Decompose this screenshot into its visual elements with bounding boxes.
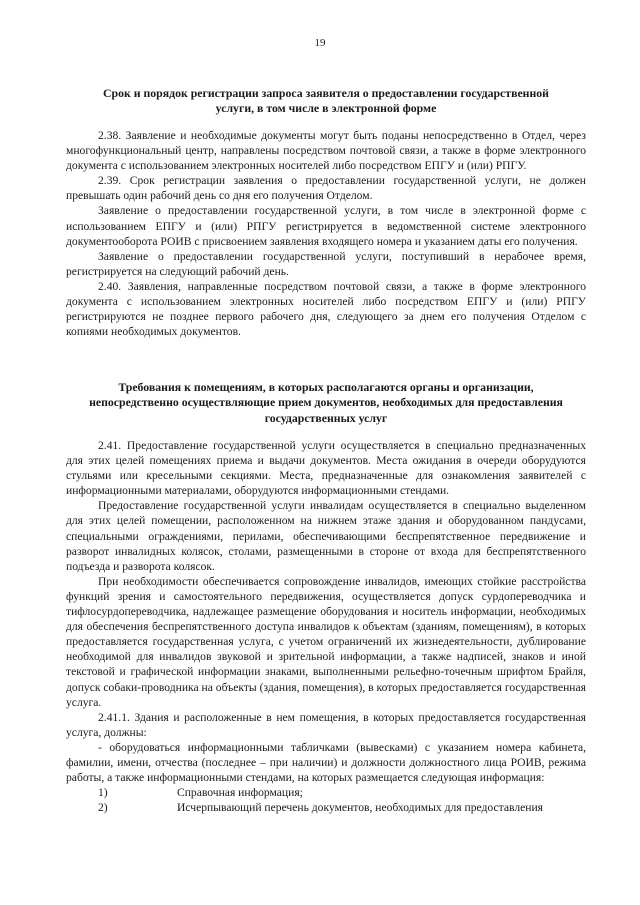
section-heading-registration: [66, 86, 586, 117]
list-item-text: Исчерпывающий перечень документов, необходимых для предоставления: [177, 801, 544, 815]
paragraph-non-working-time: Заявление о предоставлении государственной услуги, поступивший в нерабочее время, регистрируется на следующий рабочий день.: [66, 249, 586, 278]
paragraph-2-41-1: 2.41.1. Здания и расположенные в нем помещения, в которых предоставляется государственная услуга, должны:: [66, 710, 586, 739]
paragraph-accompaniment: При необходимости обеспечивается сопровождение инвалидов, имеющих стойкие расстройства функций зрения и самостоятельного передвижения, осуществляется допуск сурдопереводчика и тифлосурдопереводчика, надлежащее размещение оборудования и носитель информации, необходимых для обеспечения беспрепятственного доступа инвалидов к объектам (зданиям, помещениям), в которых предоставляется государственная услуга, с учетом ограничений их жизнедеятельности, дублирование необходимой для инвалидов звуковой и зрительной информации, а также надписей, знаков и иной текстовой и графической информации знаками, выполненными рельефно-точечным шрифтом Брайля, допуск собаки-проводника на объекты (здания, помещения), в которых предоставляется государственная услуга.: [66, 574, 586, 709]
paragraph-2-40: 2.40. Заявления, направленные посредством почтовой связи, а также в форме электронного документа с использованием электронных носителей либо посредством ЕПГУ и (или) РПГУ регистрируются не позднее первого рабочего дня, следующего за днем его получения Отделом с копиями необходимых документов.: [66, 279, 586, 339]
list-item-text: Справочная информация;: [177, 786, 303, 800]
heading-line: непосредственно осуществляющие прием документов, необходимых для предоставления: [89, 395, 563, 410]
paragraph-electronic-registration: Заявление о предоставлении государственной услуги, в том числе в электронной форме с использованием ЕПГУ и (или) РПГУ регистрируется в ведомственной системе электронного документооборота РОИВ с присвоением заявления входящего номера и указанием даты его получения.: [66, 204, 586, 248]
list-item: [66, 785, 586, 800]
paragraph-2-38: 2.38. Заявление и необходимые документы могут быть поданы непосредственно в Отдел, через многофункциональный центр, направлены посредством почтовой связи, а также в форме электронного документа с использованием электронных носителей либо посредством ЕПГУ и (или) РПГУ.: [66, 129, 586, 173]
paragraph-disabled-access: Предоставление государственной услуги инвалидам осуществляется в специально выделенном для этих целей помещении, расположенном на нижнем этаже здания и оборудованном пандусами, специальными ограждениями, перилами, обеспечивающими беспрепятственное передвижение и разворот инвалидных колясок, столами, размещенными в стороне от входа для беспрепятственного подъезда и разворота колясок.: [66, 499, 586, 573]
paragraph-2-41: 2.41. Предоставление государственной услуги осуществляется в специально предназначенных для этих целей помещениях приема и выдачи документов. Места ожидания в очереди оборудуются стульями или кресельными секциями. Места, предназначенные для ознакомления заявителей с информационными материалами, оборудуются информационными стендами.: [66, 439, 586, 498]
paragraph-info-plates: - оборудоваться информационными табличками (вывесками) с указанием номера кабинета, фамилии, имени, отчества (последнее – при наличии) и должности должностного лица РОИВ, режима работы, а также информационными стендами, на которых размещается следующая информация:: [66, 740, 586, 785]
section-body-premises: [66, 438, 586, 815]
page-number: 19: [314, 37, 326, 49]
heading-line: Срок и порядок регистрации запроса заявителя о предоставлении государственной: [103, 86, 549, 100]
list-item: [66, 800, 586, 815]
section-heading-premises: [66, 380, 586, 426]
heading-line: государственных услуг: [264, 410, 388, 425]
heading-line: услуги, в том числе в электронной форме: [215, 101, 437, 116]
section-body-registration: [66, 128, 586, 339]
list-item-number: 1): [98, 786, 108, 800]
heading-line: Требования к помещениям, в которых располагаются органы и организации,: [118, 380, 534, 394]
paragraph-2-39: 2.39. Срок регистрации заявления о предоставлении государственной услуги, не должен превышать один рабочий день со дня его получения Отделом.: [66, 174, 586, 203]
list-item-number: 2): [98, 801, 108, 815]
